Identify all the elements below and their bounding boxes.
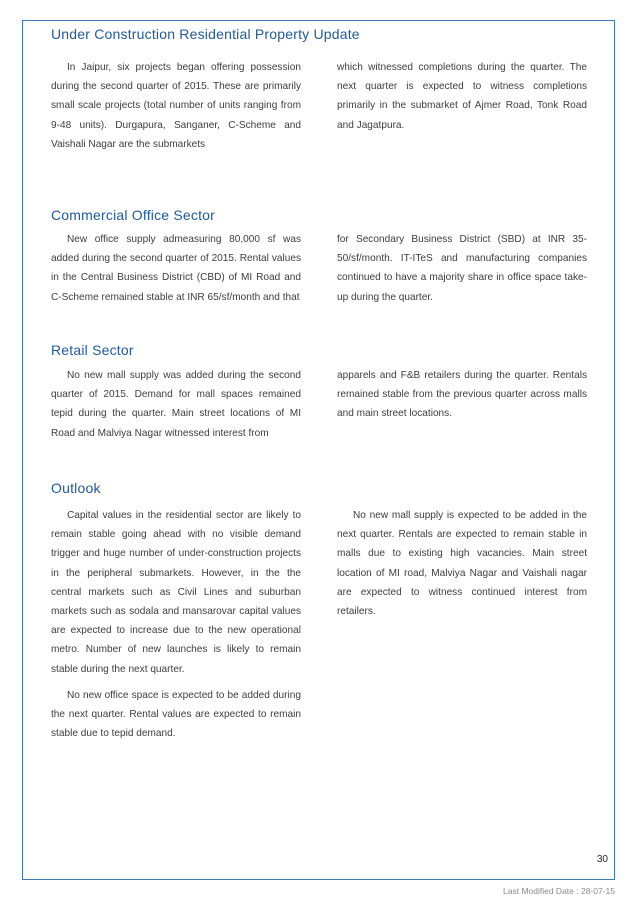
outlook-retail-paragraph: No new mall supply is expected to be added in the next quarter. Rentals are expected to remain stable in malls due to existing high vacancies. Main street location of MI road, Malviya Nagar and Vaishali nagar are expected to witness continued interest from retailers. xyxy=(337,510,587,618)
outlook-section-title: Outlook xyxy=(51,480,101,496)
office-right-column xyxy=(337,230,587,307)
office-left-column xyxy=(51,230,301,307)
office-section-title: Commercial Office Sector xyxy=(51,207,216,223)
retail-left-column xyxy=(51,366,301,443)
retail-section-title: Retail Sector xyxy=(51,342,134,358)
retail-right-column xyxy=(337,366,587,424)
page-number: 30 xyxy=(596,854,608,865)
residential-paragraph-continued: which witnessed completions during the quarter. The next quarter is expected to witness completions primarily in the submarket of Ajmer Road, Tonk Road and Jagatpura. xyxy=(337,62,587,131)
last-modified-date: Last Modified Date : 28-07-15 xyxy=(503,886,615,896)
outlook-residential-paragraph: Capital values in the residential sector are likely to remain stable going ahead with no visible demand trigger and huge number of under-construction projects in the peripheral submarkets. However, in the the central markets such as Civil Lines and suburban markets such as sodala and mansarovar capital values are expected to increase due to the new operational metro. Number of new launches is likely to remain stable during the next quarter. xyxy=(51,510,301,675)
office-paragraph-continued: for Secondary Business District (SBD) at INR 35-50/sf/month. IT-ITeS and manufacturing companies continued to have a majority share in office space take-up during the quarter. xyxy=(337,234,587,303)
retail-paragraph-continued: apparels and F&B retailers during the quarter. Rentals remained stable from the previous quarter across malls and main street locations. xyxy=(337,370,587,420)
outlook-office-paragraph: No new office space is expected to be added during the next quarter. Rental values are expected to remain stable due to tepid demand. xyxy=(51,689,301,740)
retail-paragraph: No new mall supply was added during the second quarter of 2015. Demand for mall spaces remained tepid during the quarter. Main street locations of MI Road and Malviya Nagar witnessed interest from xyxy=(51,370,301,439)
residential-left-column xyxy=(51,58,301,154)
residential-paragraph: In Jaipur, six projects began offering possession during the second quarter of 2015. These are primarily small scale projects (total number of units ranging from 9-48 units). Durgapura, Sanganer, C-Scheme and Vaishali Nagar are the submarkets xyxy=(51,62,301,150)
outlook-left-column xyxy=(51,506,301,743)
outlook-right-column xyxy=(337,506,587,621)
office-paragraph: New office supply admeasuring 80,000 sf was added during the second quarter of 2015. Rental values in the Central Business District (CBD) of MI Road and C-Scheme remained stable at INR 65/sf/month and that xyxy=(51,234,301,303)
residential-right-column xyxy=(337,58,587,135)
residential-section-title: Under Construction Residential Property Update xyxy=(51,26,360,42)
